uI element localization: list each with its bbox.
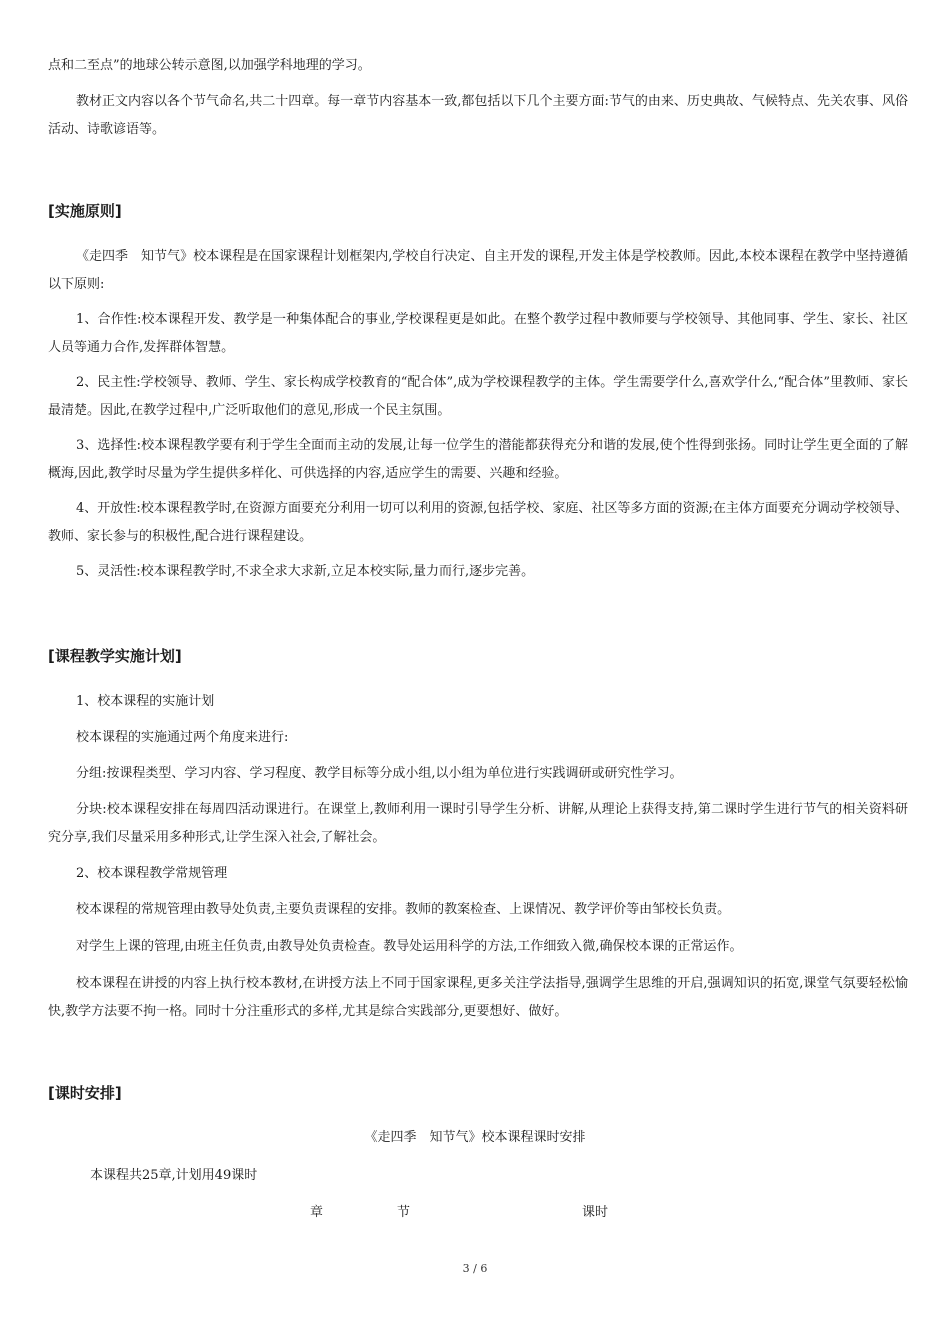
heading-class-schedule: [课时安排] [48,1084,122,1102]
principle-item: 3、选择性:校本课程教学要有利于学生全面而主动的发展,让每一位学生的潜能都获得充分和谐的发展,使个性得到张扬。同时让学生更全面的了解概海,因此,教学时尽量为学生提供多样化、可供选择的内容,适应学生的需要、兴趣和经验。 [48,438,908,481]
plan-item: 校本课程的实施通过两个角度来进行: [76,730,289,745]
heading-implementation-principles: [实施原则] [48,202,122,220]
page-number: 3 / 6 [462,1262,488,1275]
plan-item: 对学生上课的管理,由班主任负责,由教导处负责检查。教导处运用科学的方法,工作细致入微,确保校本课的正常运作。 [76,939,743,954]
principle-item: 1、合作性:校本课程开发、教学是一种集体配合的事业,学校课程更是如此。在整个教学过程中教师要与学校领导、其他同事、学生、家长、社区人员等通力合作,发挥群体智慧。 [48,312,908,355]
paragraph-principles-intro: 《走四季 知节气》校本课程是在国家课程计划框架内,学校自行决定、自主开发的课程,开发主体是学校教师。因此,本校本课程在教学中坚持遵循以下原则: [48,249,908,292]
plan-item: 1、校本课程的实施计划 [76,694,215,709]
plan-item: 分组:按课程类型、学习内容、学习程度、教学目标等分成小组,以小组为单位进行实践调研或研究性学习。 [76,766,683,781]
principle-item: 5、灵活性:校本课程教学时,不求全求大求新,立足本校实际,量力而行,逐步完善。 [76,564,535,579]
plan-item: 校本课程在讲授的内容上执行校本教材,在讲授方法上不同于国家课程,更多关注学法指导,强调学生思维的开启,强调知识的拓宽,课堂气氛要轻松愉快,教学方法要不拘一格。同时十分注重形式的多样,尤其是综合实践部分,更要想好、做好。 [48,976,908,1019]
schedule-table-title: 《走四季 知节气》校本课程课时安排 [364,1130,586,1145]
principle-item: 2、民主性:学校领导、教师、学生、家长构成学校教育的“配合体”,成为学校课程教学的主体。学生需要学什么,喜欢学什么,“配合体”里教师、家长最清楚。因此,在教学过程中,广泛听取他们的意见,形成一个民主氛围。 [48,375,908,418]
schedule-summary: 本课程共25章,计划用49课时 [90,1168,258,1183]
plan-item: 校本课程的常规管理由教导处负责,主要负责课程的安排。教师的教案检查、上课情况、教学评价等由邹校长负责。 [76,902,731,917]
table-header-section: 节 [397,1205,411,1220]
table-header-chapter: 章 [310,1205,324,1220]
paragraph-continuation: 点和二至点”的地球公转示意图,以加强学科地理的学习。 [48,58,371,73]
plan-item: 2、校本课程教学常规管理 [76,866,228,881]
principle-item: 4、开放性:校本课程教学时,在资源方面要充分利用一切可以利用的资源,包括学校、家庭、社区等多方面的资源;在主体方面要充分调动学校领导、教师、家长参与的积极性,配合进行课程建设。 [48,501,908,544]
paragraph-textbook-content: 教材正文内容以各个节气命名,共二十四章。每一章节内容基本一致,都包括以下几个主要方面:节气的由来、历史典故、气候特点、先关农事、风俗活动、诗歌谚语等。 [48,94,908,137]
plan-item: 分块:校本课程安排在每周四活动课进行。在课堂上,教师利用一课时引导学生分析、讲解,从理论上获得支持,第二课时学生进行节气的相关资料研究分享,我们尽量采用多种形式,让学生深入社会,了解社会。 [48,802,908,845]
heading-teaching-plan: [课程教学实施计划] [48,647,182,665]
table-header-hours: 课时 [582,1205,609,1220]
